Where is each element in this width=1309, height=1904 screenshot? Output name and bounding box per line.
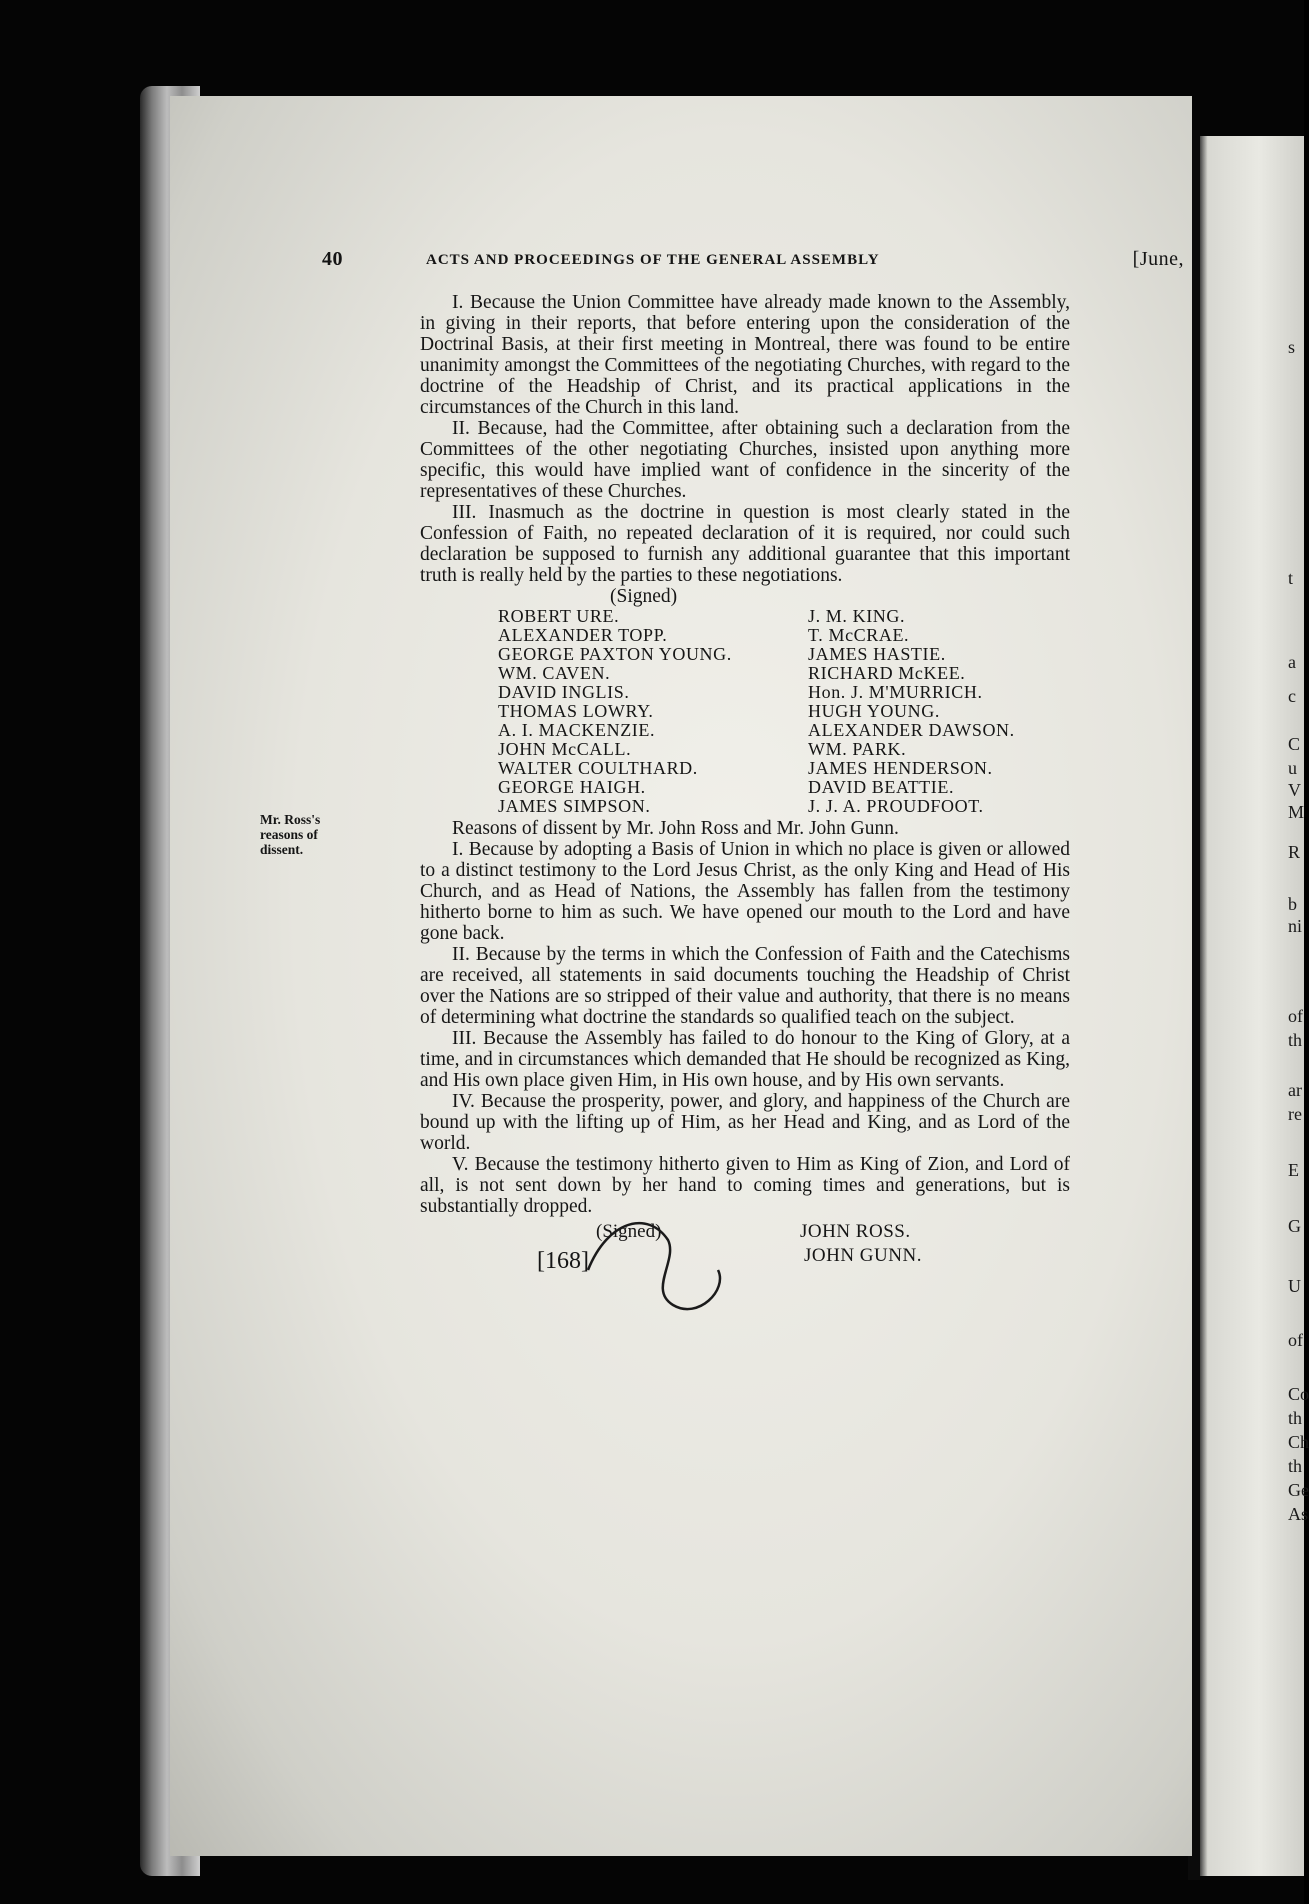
adjacent-fragment: ni [1288,916,1303,936]
paragraph: II. Because by the terms in which the Confession of Faith and the Catechisms are received, all statements in said documents touching the Headship of Christ over the Nations are so stripped of their value and authority, that there is no means of determining what doctrine the standards so qualified teach on the subject. [420,944,1070,1028]
adjacent-fragment: Ch [1288,1432,1309,1452]
signatory: JAMES SIMPSON. [498,796,651,816]
signatory: WALTER COULTHARD. [498,758,698,778]
signatory: Hon. J. M'MURRICH. [808,682,983,702]
signatory: GEORGE PAXTON YOUNG. [498,644,732,664]
adjacent-fragment: of [1288,1330,1303,1350]
signatory: A. I. MACKENZIE. [498,720,656,740]
margin-note: Mr. Ross's reasons of dissent. [260,812,321,857]
adjacent-fragment: s [1288,337,1296,357]
sheet-number: [168] [537,1248,589,1274]
adjacent-fragment: u [1288,758,1297,778]
pen-squiggle-mark [578,1210,738,1320]
adjacent-fragment: c [1288,686,1296,706]
adjacent-fragment: As [1288,1504,1309,1524]
signatory: GEORGE HAIGH. [498,777,646,797]
adjacent-fragment: b [1288,894,1297,914]
adjacent-fragment: R [1288,842,1301,862]
adjacent-fragment: a [1288,652,1296,672]
paragraph: V. Because the testimony hitherto given to Him as King of Zion, and Lord of all, is not sent down by her hand to coming times and generations, but is substantially dropped. [420,1154,1070,1217]
adjacent-fragment: C [1288,734,1301,754]
adjacent-fragment: th [1288,1408,1303,1428]
running-head: ACTS AND PROCEEDINGS OF THE GENERAL ASSEMBLY [426,252,880,268]
adjacent-fragment: G [1288,1216,1301,1236]
adjacent-fragment: Ge [1288,1480,1309,1500]
signatories-list [498,607,1070,816]
adjacent-fragment: V [1288,780,1301,800]
adjacent-fragment: U [1288,1276,1301,1296]
signatory: JOHN ROSS. [800,1221,911,1242]
body-text [420,292,1070,1267]
adjacent-fragment: E [1288,1160,1299,1180]
signatory: DAVID BEATTIE. [808,777,955,797]
signatory: ALEXANDER DAWSON. [808,720,1015,740]
paragraph: III. Inasmuch as the doctrine in question is most clearly stated in the Confession of Faith, no repeated declaration of it is required, nor could such declaration be supposed to furnish any additional guarantee that this important truth is really held by the parties to these negotiations. [420,502,1070,586]
adjacent-fragment: M [1288,802,1305,822]
signed-label: (Signed) [610,586,678,607]
signatory: HUGH YOUNG. [808,701,940,721]
adjacent-fragment: re [1288,1104,1302,1124]
paragraph: II. Because, had the Committee, after obtaining such a declaration from the Committees of the other negotiating Churches, insisted upon anything more specific, this would have implied want of confidence in the sincerity of the representatives of these Churches. [420,418,1070,502]
paragraph: III. Because the Assembly has failed to do honour to the King of Glory, at a time, and in circumstances which demanded that He should be recognized as King, and His own place given Him, in His own house, and by His own servants. [420,1028,1070,1091]
adjacent-fragment: t [1288,568,1294,588]
adjacent-fragment: th [1288,1456,1303,1476]
adjacent-fragment: Co [1288,1384,1309,1404]
dissent-heading: Reasons of dissent by Mr. John Ross and Mr. John Gunn. [452,818,899,839]
adjacent-fragment: of [1288,1006,1303,1026]
signatory: THOMAS LOWRY. [498,701,654,721]
signatory: JOHN GUNN. [804,1245,922,1266]
paragraph: IV. Because the prosperity, power, and glory, and happiness of the Church are bound up with the lifting up of Him, as her Head and King, and as Lord of the world. [420,1091,1070,1154]
signatory: JAMES HASTIE. [808,644,946,664]
signatory: J. J. A. PROUDFOOT. [808,796,984,816]
signed-label: (Signed) [596,1221,662,1242]
adjacent-fragment: ar [1288,1080,1302,1100]
date-mark: [June, [1132,248,1184,270]
signatory: WM. PARK. [808,739,907,759]
signatory: RICHARD McKEE. [808,663,966,683]
paragraph: I. Because by adopting a Basis of Union in which no place is given or allowed to a distinct testimony to the Lord Jesus Christ, as the only King and Head of His Church, and as Head of Nations, the Assembly has fallen from the testimony hitherto borne to him as such. We have opened our mouth to the Lord and have gone back. [420,839,1070,944]
signatory: ALEXANDER TOPP. [498,625,668,645]
page-number: 40 [322,248,343,270]
signatory: ROBERT URE. [498,606,620,626]
signatory: J. M. KING. [808,606,906,626]
signatory: DAVID INGLIS. [498,682,630,702]
signatory: JAMES HENDERSON. [808,758,993,778]
paragraph: I. Because the Union Committee have already made known to the Assembly, in giving in their reports, that before entering upon the consideration of the Doctrinal Basis, at their first meeting in Montreal, there was found to be entire unanimity amongst the Committees of the negotiating Churches, with regard to the doctrine of the Headship of Christ, and its practical applications in the circumstances of the Church in this land. [420,292,1070,418]
signatory: JOHN McCALL. [498,739,632,759]
signatory: WM. CAVEN. [498,663,611,683]
page-header [322,248,1184,278]
final-signatures [420,1221,1070,1267]
book-page [170,96,1192,1856]
adjacent-fragment: th [1288,1030,1303,1050]
signatory: T. McCRAE. [808,625,910,645]
